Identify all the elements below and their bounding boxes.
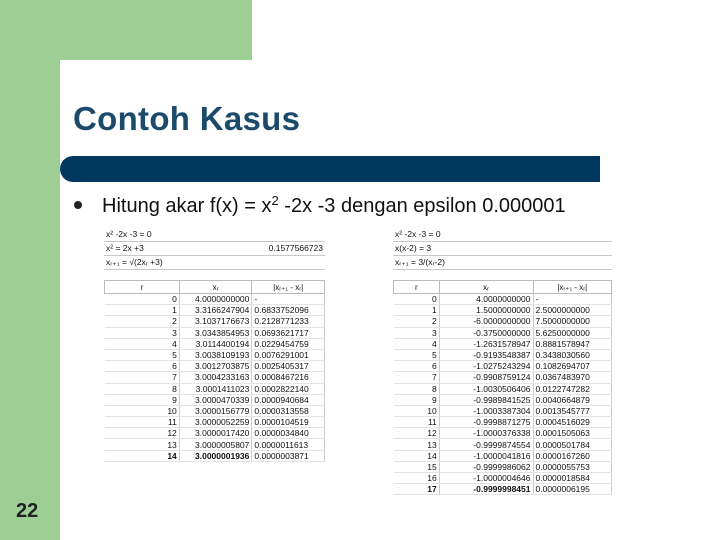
table-row [394, 294, 612, 305]
table-row [394, 338, 612, 349]
table-row [105, 439, 325, 450]
title-underline-bar [60, 156, 600, 182]
iteration-index: 3 [394, 327, 440, 338]
table-row [394, 327, 612, 338]
error-value: 0.2128771233 [252, 316, 325, 327]
x-value: -0.3750000000 [439, 327, 533, 338]
spreadsheet-right [393, 228, 612, 495]
x-value: 3.3166247904 [179, 305, 252, 316]
iteration-index: 0 [394, 294, 440, 305]
x-value: 3.1037176673 [179, 316, 252, 327]
x-value: -1.2631578947 [439, 338, 533, 349]
error-value: 0.0693621717 [252, 327, 325, 338]
x-value: 3.0000470339 [179, 394, 252, 405]
error-value: 0.8881578947 [533, 338, 612, 349]
bullet-rest: -2x -3 dengan epsilon 0.000001 [278, 195, 566, 217]
error-value: 7.5000000000 [533, 316, 612, 327]
error-value: 0.0000501784 [533, 439, 612, 450]
iteration-index: 7 [394, 372, 440, 383]
table-row [105, 305, 325, 316]
header-error: |xᵣ₊₁ - xᵣ| [533, 281, 612, 294]
error-value: 0.0025405317 [252, 361, 325, 372]
table-row [105, 383, 325, 394]
x-value: -1.0000376338 [439, 428, 533, 439]
x-value: -1.0003387304 [439, 405, 533, 416]
table-row [105, 349, 325, 360]
iteration-index: 14 [394, 450, 440, 461]
formula-row-1 [104, 228, 325, 242]
x-value: 3.0000017420 [179, 428, 252, 439]
table-row [394, 439, 612, 450]
formula-text-3: xᵣ₊₁ = √(2xᵣ +3) [106, 257, 163, 267]
table-row [105, 428, 325, 439]
formula-value-2: 0.1577566723 [268, 243, 323, 253]
error-value: 0.0001505063 [533, 428, 612, 439]
iteration-index: 1 [105, 305, 180, 316]
spreadsheet-left [104, 228, 325, 462]
iteration-index: 10 [105, 405, 180, 416]
table-row [105, 405, 325, 416]
iteration-index: 10 [394, 405, 440, 416]
x-value: -1.0275243294 [439, 361, 533, 372]
iteration-index: 11 [394, 417, 440, 428]
header-r: r [105, 281, 180, 294]
error-value: 0.3438030560 [533, 349, 612, 360]
table-row [105, 372, 325, 383]
header-xr: xᵣ [439, 281, 533, 294]
error-value: 0.0000034840 [252, 428, 325, 439]
iteration-index: 8 [105, 383, 180, 394]
iteration-index: 13 [394, 439, 440, 450]
iteration-index: 12 [105, 428, 180, 439]
table-row [394, 461, 612, 472]
bullet-main: Hitung akar f(x) = x [102, 195, 272, 217]
iteration-index: 6 [394, 361, 440, 372]
table-row [105, 450, 325, 461]
table-row [105, 394, 325, 405]
x-value: -0.9989841525 [439, 394, 533, 405]
error-value: 2.5000000000 [533, 305, 612, 316]
x-value: 3.0000001936 [179, 450, 252, 461]
error-value: - [252, 294, 325, 305]
formula-text-2: x² = 2x +3 [106, 243, 144, 253]
table-row [105, 417, 325, 428]
green-left-strip [0, 0, 60, 540]
error-value: 0.0004516029 [533, 417, 612, 428]
table-row [394, 473, 612, 484]
iteration-index: 1 [394, 305, 440, 316]
error-value: 0.6833752096 [252, 305, 325, 316]
iteration-index: 16 [394, 473, 440, 484]
x-value: -0.9999874554 [439, 439, 533, 450]
error-value: - [533, 294, 612, 305]
bullet-text [102, 193, 566, 218]
x-value: -0.9193548387 [439, 349, 533, 360]
table-row [105, 316, 325, 327]
iteration-index: 4 [105, 338, 180, 349]
iteration-index: 14 [105, 450, 180, 461]
page-number: 22 [16, 500, 39, 522]
iteration-index: 4 [394, 338, 440, 349]
x-value: -1.0000041816 [439, 450, 533, 461]
iteration-index: 13 [105, 439, 180, 450]
error-value: 0.0000011613 [252, 439, 325, 450]
x-value: -0.9999998451 [439, 484, 533, 495]
x-value: 3.0012703875 [179, 361, 252, 372]
iteration-index: 5 [105, 349, 180, 360]
iteration-index: 9 [105, 394, 180, 405]
iteration-index: 8 [394, 383, 440, 394]
x-value: 3.0038109193 [179, 349, 252, 360]
iteration-index: 2 [394, 316, 440, 327]
error-value: 0.0000006195 [533, 484, 612, 495]
bullet-icon [74, 201, 82, 209]
formula-row-2 [104, 242, 325, 256]
x-value: 4.0000000000 [439, 294, 533, 305]
iteration-index: 3 [105, 327, 180, 338]
table-row [394, 316, 612, 327]
iteration-index: 11 [105, 417, 180, 428]
iteration-index: 15 [394, 461, 440, 472]
error-value: 0.0076291001 [252, 349, 325, 360]
error-value: 0.0000018584 [533, 473, 612, 484]
x-value: 3.0114400194 [179, 338, 252, 349]
error-value: 0.1082694707 [533, 361, 612, 372]
table-row [394, 361, 612, 372]
iteration-index: 2 [105, 316, 180, 327]
x-value: -0.9999986062 [439, 461, 533, 472]
bullet-superscript: 2 [271, 193, 279, 208]
formula-text-1: x² -2x -3 = 0 [395, 229, 441, 239]
x-value: 1.5000000000 [439, 305, 533, 316]
x-value: -1.0000004646 [439, 473, 533, 484]
error-value: 5.6250000000 [533, 327, 612, 338]
iteration-index: 9 [394, 394, 440, 405]
error-value: 0.0000003871 [252, 450, 325, 461]
error-value: 0.0000313558 [252, 405, 325, 416]
table-row [105, 327, 325, 338]
error-value: 0.0229454759 [252, 338, 325, 349]
x-value: 3.0000005807 [179, 439, 252, 450]
error-value: 0.0000055753 [533, 461, 612, 472]
header-r: r [394, 281, 440, 294]
error-value: 0.0008467216 [252, 372, 325, 383]
table-row [105, 361, 325, 372]
iteration-index: 5 [394, 349, 440, 360]
formula-text-2: x(x-2) = 3 [395, 243, 432, 253]
table-row [394, 450, 612, 461]
iteration-index: 12 [394, 428, 440, 439]
error-value: 0.0013545777 [533, 405, 612, 416]
table-row [394, 405, 612, 416]
x-value: 3.0001411023 [179, 383, 252, 394]
error-value: 0.0000104519 [252, 417, 325, 428]
iteration-table-left [104, 280, 325, 462]
table-row [394, 484, 612, 495]
error-value: 0.0122747282 [533, 383, 612, 394]
table-row [105, 294, 325, 305]
x-value: -1.0030506406 [439, 383, 533, 394]
table-row [394, 417, 612, 428]
error-value: 0.0002822140 [252, 383, 325, 394]
table-row [394, 394, 612, 405]
iteration-index: 6 [105, 361, 180, 372]
x-value: 3.0000052259 [179, 417, 252, 428]
table-row [394, 372, 612, 383]
formula-text-3: xᵣ₊₁ = 3/(xᵣ-2) [395, 257, 445, 267]
formula-row-2 [393, 242, 612, 256]
formula-row-1 [393, 228, 612, 242]
iteration-index: 0 [105, 294, 180, 305]
x-value: 4.0000000000 [179, 294, 252, 305]
table-row [105, 338, 325, 349]
formula-row-3 [104, 256, 325, 270]
header-error: |xᵣ₊₁ - xᵣ| [252, 281, 325, 294]
header-xr: xᵣ [179, 281, 252, 294]
slide-title: Contoh Kasus [73, 100, 301, 137]
x-value: -0.9908759124 [439, 372, 533, 383]
x-value: -6.0000000000 [439, 316, 533, 327]
formula-text-1: x² -2x -3 = 0 [106, 229, 152, 239]
table-row [394, 305, 612, 316]
x-value: -0.9998871275 [439, 417, 533, 428]
x-value: 3.0343854953 [179, 327, 252, 338]
error-value: 0.0000940684 [252, 394, 325, 405]
error-value: 0.0000167260 [533, 450, 612, 461]
iteration-index: 7 [105, 372, 180, 383]
x-value: 3.0000156779 [179, 405, 252, 416]
error-value: 0.0040664879 [533, 394, 612, 405]
x-value: 3.0004233163 [179, 372, 252, 383]
error-value: 0.0367483970 [533, 372, 612, 383]
iteration-index: 17 [394, 484, 440, 495]
table-row [394, 383, 612, 394]
table-row [394, 428, 612, 439]
iteration-table-right [393, 280, 612, 495]
table-row [394, 349, 612, 360]
formula-row-3 [393, 256, 612, 270]
